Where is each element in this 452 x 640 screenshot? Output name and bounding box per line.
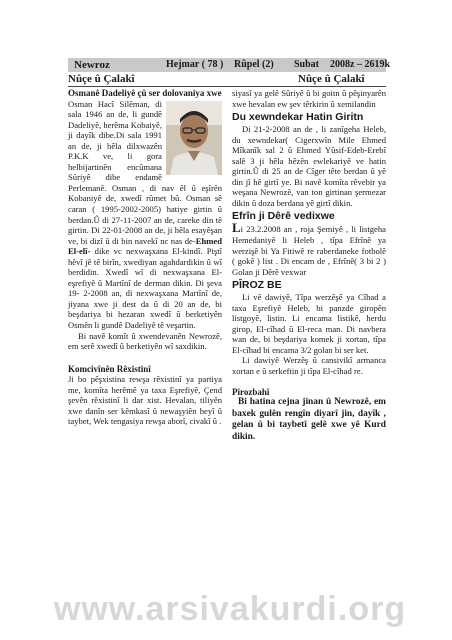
section-row bbox=[68, 73, 386, 87]
article-headline: Du xewndekar Hatin Giritn bbox=[232, 111, 364, 124]
article-body: Li dawiyê Werzêş û cansivikî armanca xortan e û serkeftin ji tîpa El-cîhad re. bbox=[232, 355, 386, 377]
article-headline: Osmanê Dadeliyê çû ser dolovaniya xwe bbox=[68, 88, 222, 98]
watermark: www.arsivakurdi.org bbox=[53, 590, 407, 628]
article-headline: PÎROZ BE bbox=[232, 279, 282, 292]
portrait-image bbox=[166, 101, 222, 175]
section-label-right: Nûçe û Çalakî bbox=[298, 73, 365, 85]
article-body: Li vê dawiyê, Tîpa werzêşê ya Cîhad a taxa Eşrefiyê Heleb, bi panzde giropên listgoyê, listin. Li encama listikê, herdu girop, El-cîhad û El-reca man. Di navbera wan de, bi beşdariya komek ji xortan, tîpa El-cîhad bi encama 3/2 golan bi ser ket. bbox=[232, 292, 386, 355]
article-body bbox=[232, 220, 386, 277]
right-column bbox=[232, 88, 386, 443]
paper-title: Newroz bbox=[74, 59, 110, 71]
page-number: Rûpel (2) bbox=[234, 59, 274, 70]
article-closing: Bi navê komît û xwendevanên Newrozê, em serê xwedî û berketiyên wî saxdikin. bbox=[68, 330, 222, 352]
article-continuation: siyasî ya gelê Sûriyê û bi goitn û pêşinyarên xwe hevalan ew şev têrkirin û xemilandin bbox=[232, 88, 386, 109]
article-body: Di 21-2-2008 an de , li zanîgeha Heleb, du xewndekar( Cigerxwîn Mile Ehmed Mîkanîk sal 2 û Ehmed Yûsif-Edeb-Erebî salê 3 ji hêla hêzên ewlekariyê ve hatin girtin.Û di 25 an de Cîger tête berdan û yê din jî hê girtî ye. Bi navê komîta rêvebir ya weşana Newrozê, van ton girtinan şermezar dikin û doza berdana yê girtî dikin. bbox=[232, 124, 386, 208]
drop-cap: L bbox=[232, 220, 241, 236]
article-body: Bi hatina cejna jinan û Newrozê, em baxek gulên rengîn diyarî jin, dayîk , gelan û bi taybetî gelê xwe yê Kurd dikin. bbox=[232, 397, 386, 442]
article-headline: Efrîn ji Dêrê vedixwe bbox=[232, 210, 335, 223]
portrait-photo bbox=[166, 101, 222, 175]
article-text: Osman Hacî Silêman, di sala 1946 an de, li gundê Dadeliyê, herêma Kobaiyê, ji dayîk dibe.Di sala 1991 an de, ji hêla dilxwazên P.K.K ve, li gora helbijartinên encûmana Sûriyê dibe endamê Perlemanê. Osman , di nav êl û eşîrên Kobaniyê de, xwedî rûmet bû. Osman sê caran ( 1995-2002-2005) hatiye girtin û berdan.Û di 27-11-2007 an de, careke din tê girtin. Di 22-01-2008 an de, ji hêla esayêşan ve, bi dizî û di bin navekî nc nas de- bbox=[68, 98, 222, 246]
section-label-left: Nûçe û Çalakî bbox=[68, 73, 135, 85]
article-headline: Komcivînên Rêxistinî bbox=[68, 363, 151, 374]
masthead-bar bbox=[68, 58, 390, 72]
article-body: Ji bo pêşxistina rewşa rêxistinî ya partiya me, komîta herêmê ya taxa Eşrefiyê, Çend şevên rêxistinî li dar xist. Hevalan, tiliyên xwe danîn ser kêmkasî û newaşyiên heyî û taybet, Wek tengasiya rewşa aborî, civakî û . bbox=[68, 374, 222, 427]
article-text-cont: dike vc nexwaşxana El-kindî. Piştî hêvî jê tê birîn, xwediyan agahdardikin û wî berdidin. Xwedî wî di nexwaşxana El-eşrefiyê û Martînî de derman dikin. Di şeva 19- 2-2008 an, di nexwaşxana Martînî de, jiyana xwe ji dest da û di 20 an de, bi beşdariya bi hezaran xwedî û berketiyên Osmên li gundê Dadeliyê tê veşartin. bbox=[68, 246, 222, 331]
article-bold-name: Ehmed El-elî- bbox=[68, 235, 222, 257]
article-headline: Pîrozbahî bbox=[232, 386, 270, 397]
left-column bbox=[68, 88, 222, 427]
year: 2008z – 2619k bbox=[330, 59, 390, 70]
article-text: i 23.2.2008 an , roja Şemiyê , li listgeha Hemedaniyê li Heleb , tîpa Efrînê ya werzişê bi Ya Fitiwê re raberdaneke fotbolê ( gokê ) list . Di encam de , Efrînê( 3 bi 2 ) Golan ji Dêrê vexwar bbox=[232, 224, 386, 277]
month: Subat bbox=[294, 59, 320, 70]
issue-number: Hejmar ( 78 ) bbox=[166, 59, 224, 70]
